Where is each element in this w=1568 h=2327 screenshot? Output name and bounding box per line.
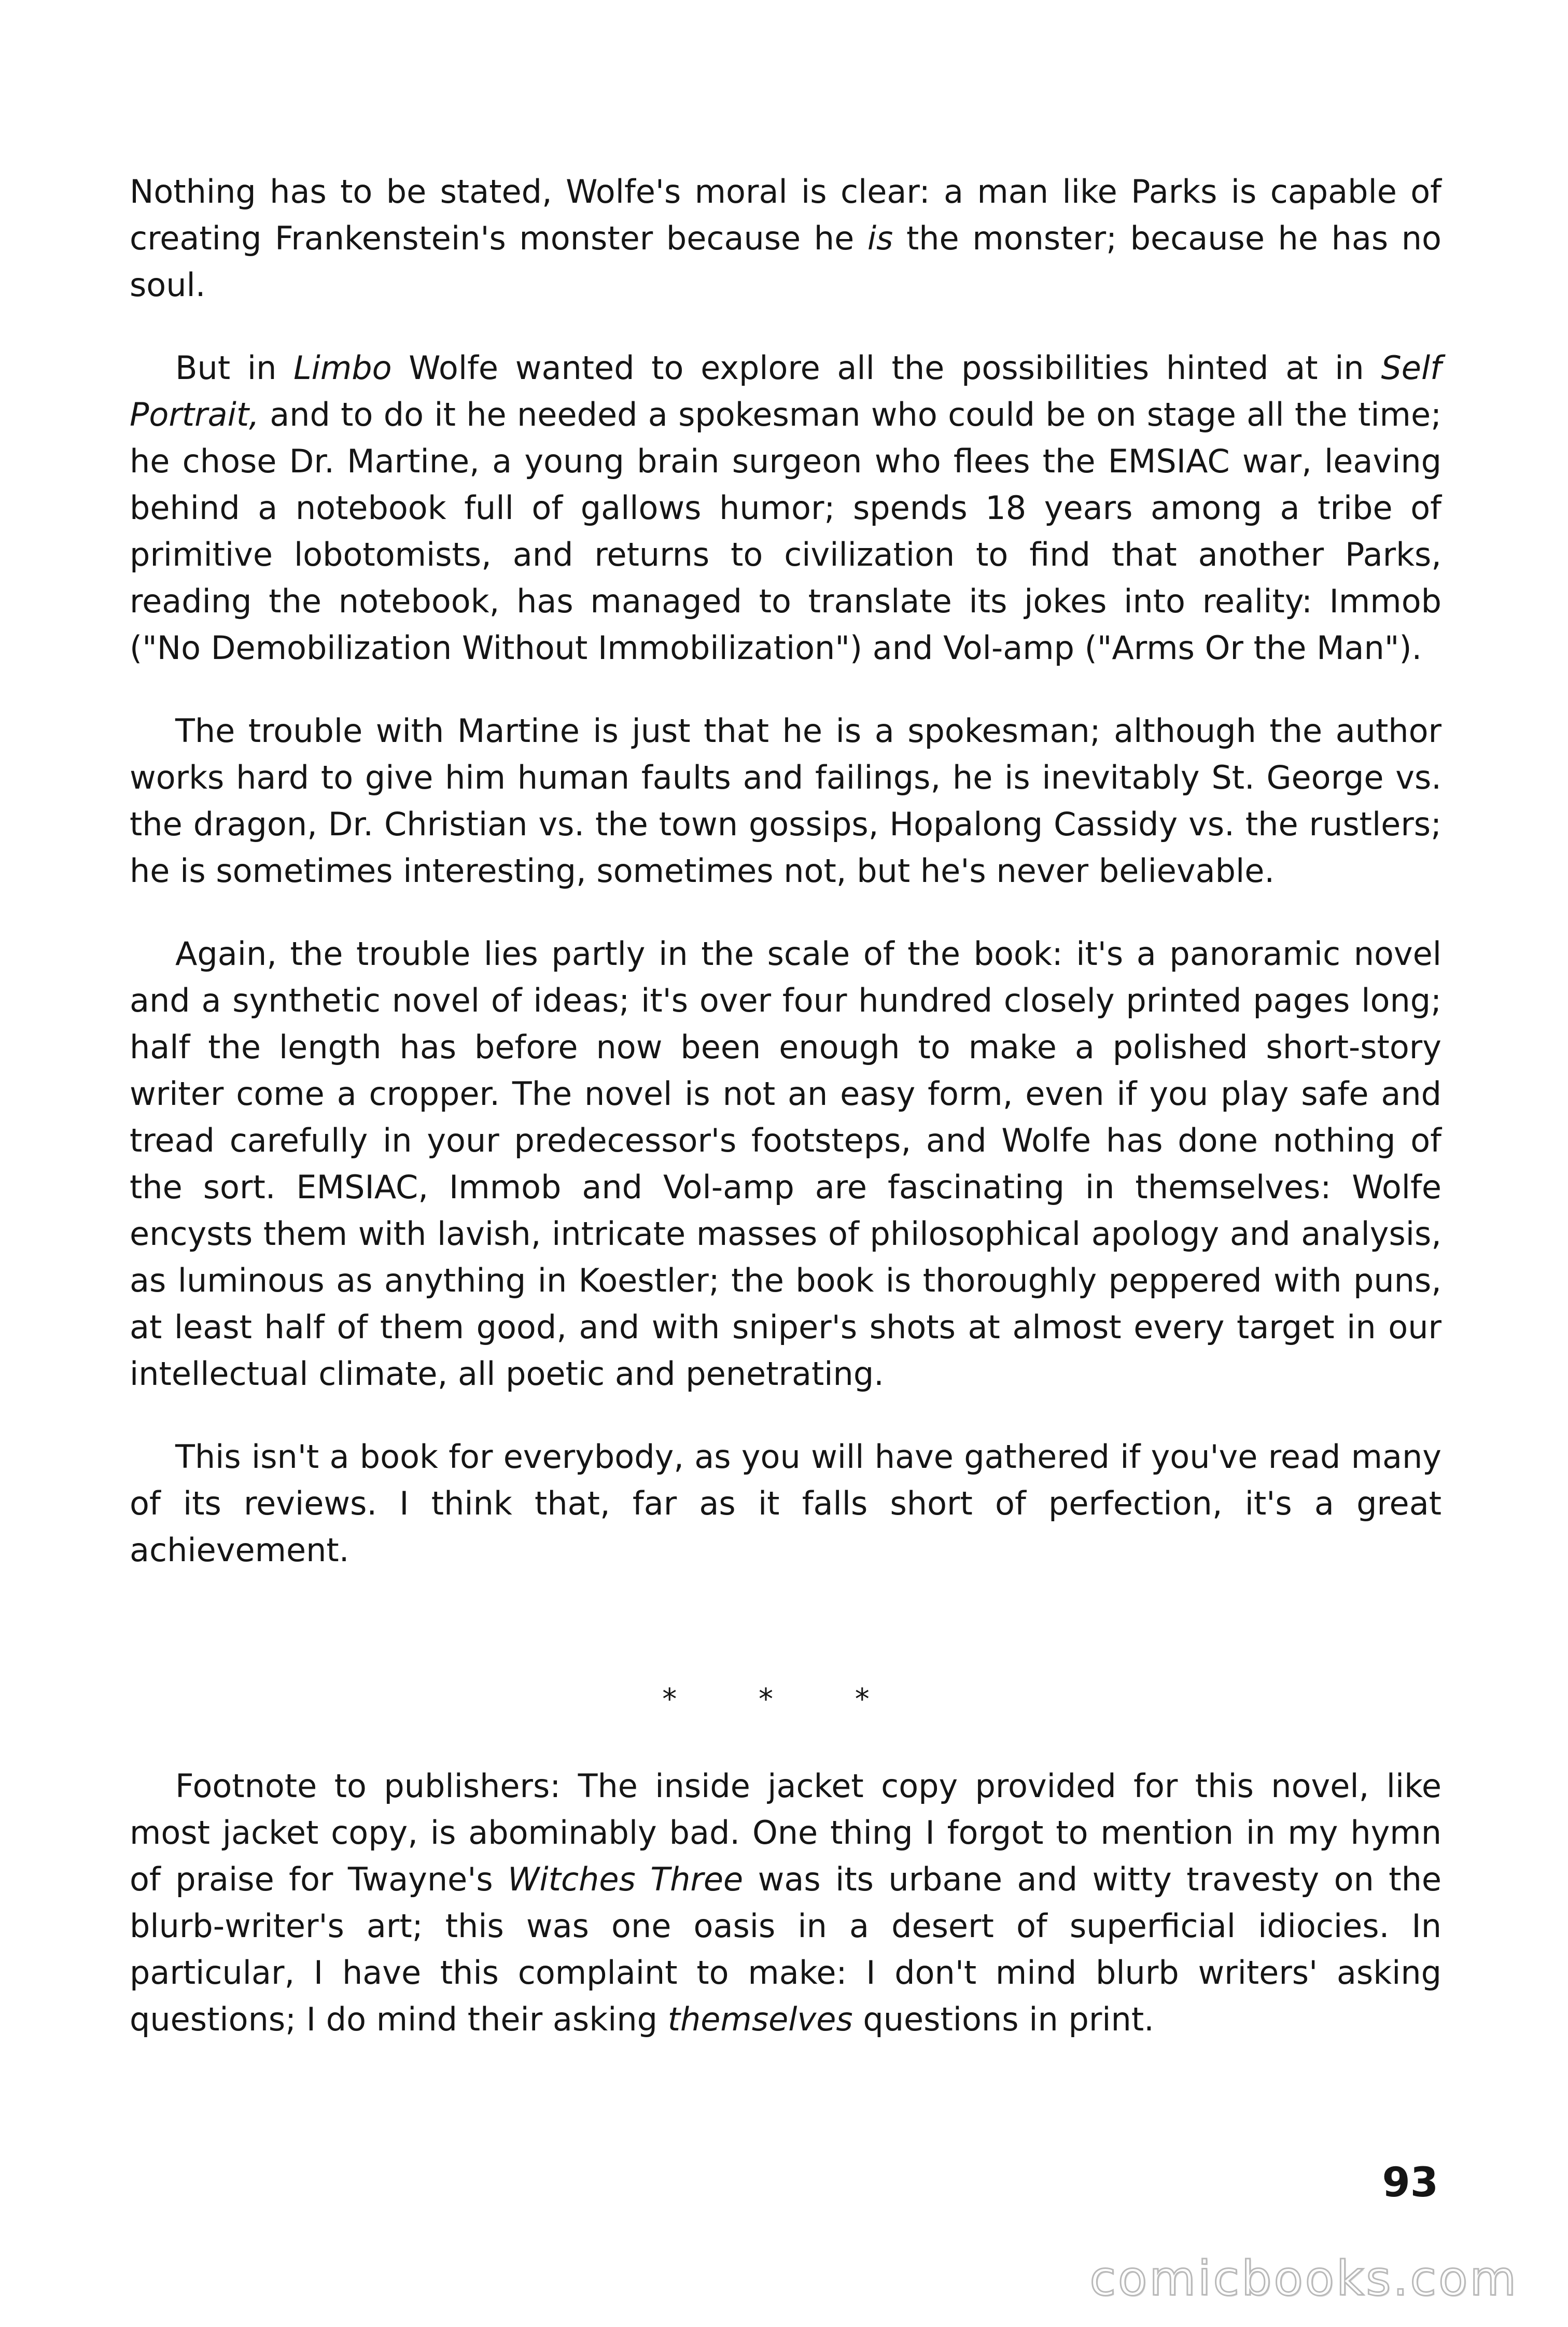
italic-text: themselves [667, 2000, 853, 2038]
paragraph-1 [130, 169, 1441, 309]
paragraph-2 [130, 345, 1441, 671]
body-text [130, 169, 1441, 1610]
paragraph-3 [130, 708, 1441, 894]
text-segment: was its urbane and witty travesty on the blurb-writer's art; this was one oasis in a desert of superficial idiocies. In particular, I have this complaint to make: I don't mind blurb writers' asking questions; I do mind their asking [130, 1860, 1442, 2038]
text-segment: This isn't a book for everybody, as you will have gathered if you've read many of its reviews. I think that, far as it falls short of perfection, it's a great achievement. [130, 1438, 1441, 1569]
italic-text: Witches Three [508, 1860, 744, 1898]
italic-text: Self Portrait, [130, 349, 1441, 433]
paragraph-4 [130, 931, 1441, 1397]
watermark-logo: comicbooks.com [1089, 2251, 1518, 2306]
text-segment: The trouble with Martine is just that he is a spokesman; although the author works hard to give him human faults and failings, he is inevitably St. George vs. the dragon, Dr. Christian vs. the town gossips, Hopalong Cassidy vs. the rustlers; he is sometimes interesting, sometimes not, but he's never believable. [130, 712, 1441, 890]
text-segment: questions in print. [852, 2000, 1154, 2038]
italic-text: Limbo [293, 349, 392, 387]
text-segment: But in [175, 349, 294, 387]
text-segment: Nothing has to be stated, Wolfe's moral is clear: a man like Parks is capable of creating Frankenstein's monster because he [130, 173, 1441, 257]
italic-text: is [867, 219, 893, 257]
section-separator: * * * [662, 1683, 906, 1716]
text-segment: the monster; because he has no soul. [130, 219, 1441, 304]
footnote-text [130, 1763, 1441, 2079]
paragraph-5 [130, 1434, 1441, 1574]
text-segment: Wolfe wanted to explore all the possibilities hinted at in [391, 349, 1381, 387]
page-number: 93 [1382, 2160, 1438, 2206]
footnote-paragraph [130, 1763, 1441, 2043]
text-segment: Footnote to publishers: The inside jacket copy provided for this novel, like most jacket copy, is abominably bad. One thing I forgot to mention in my hymn of praise for Twayne's [130, 1767, 1441, 1898]
text-segment: and to do it he needed a spokesman who could be on stage all the time; he chose Dr. Martine, a young brain surgeon who flees the EMSIAC war, leaving behind a notebook full of gallows humor; spends 18 years among a tribe of primitive lobotomists, and returns to civilization to find that another Parks, reading the notebook, has managed to translate its jokes into reality: Immob ("No Demobilization Without Immobilization") and Vol-amp ("Arms Or the Man"). [130, 396, 1441, 667]
text-segment: Again, the trouble lies partly in the scale of the book: it's a panoramic novel and a synthetic novel of ideas; it's over four hundred closely printed pages long; half the length has before now been enough to make a polished short-story writer come a cropper. The novel is not an easy form, even if you play safe and tread carefully in your predecessor's footsteps, and Wolfe has done nothing of the sort. EMSIAC, Immob and Vol-amp are fascinating in themselves: Wolfe encysts them with lavish, intricate masses of philosophical apology and analysis, as luminous as anything in Koestler; the book is thoroughly peppered with puns, at least half of them good, and with sniper's shots at almost every target in our intellectual climate, all poetic and penetrating. [130, 935, 1441, 1393]
